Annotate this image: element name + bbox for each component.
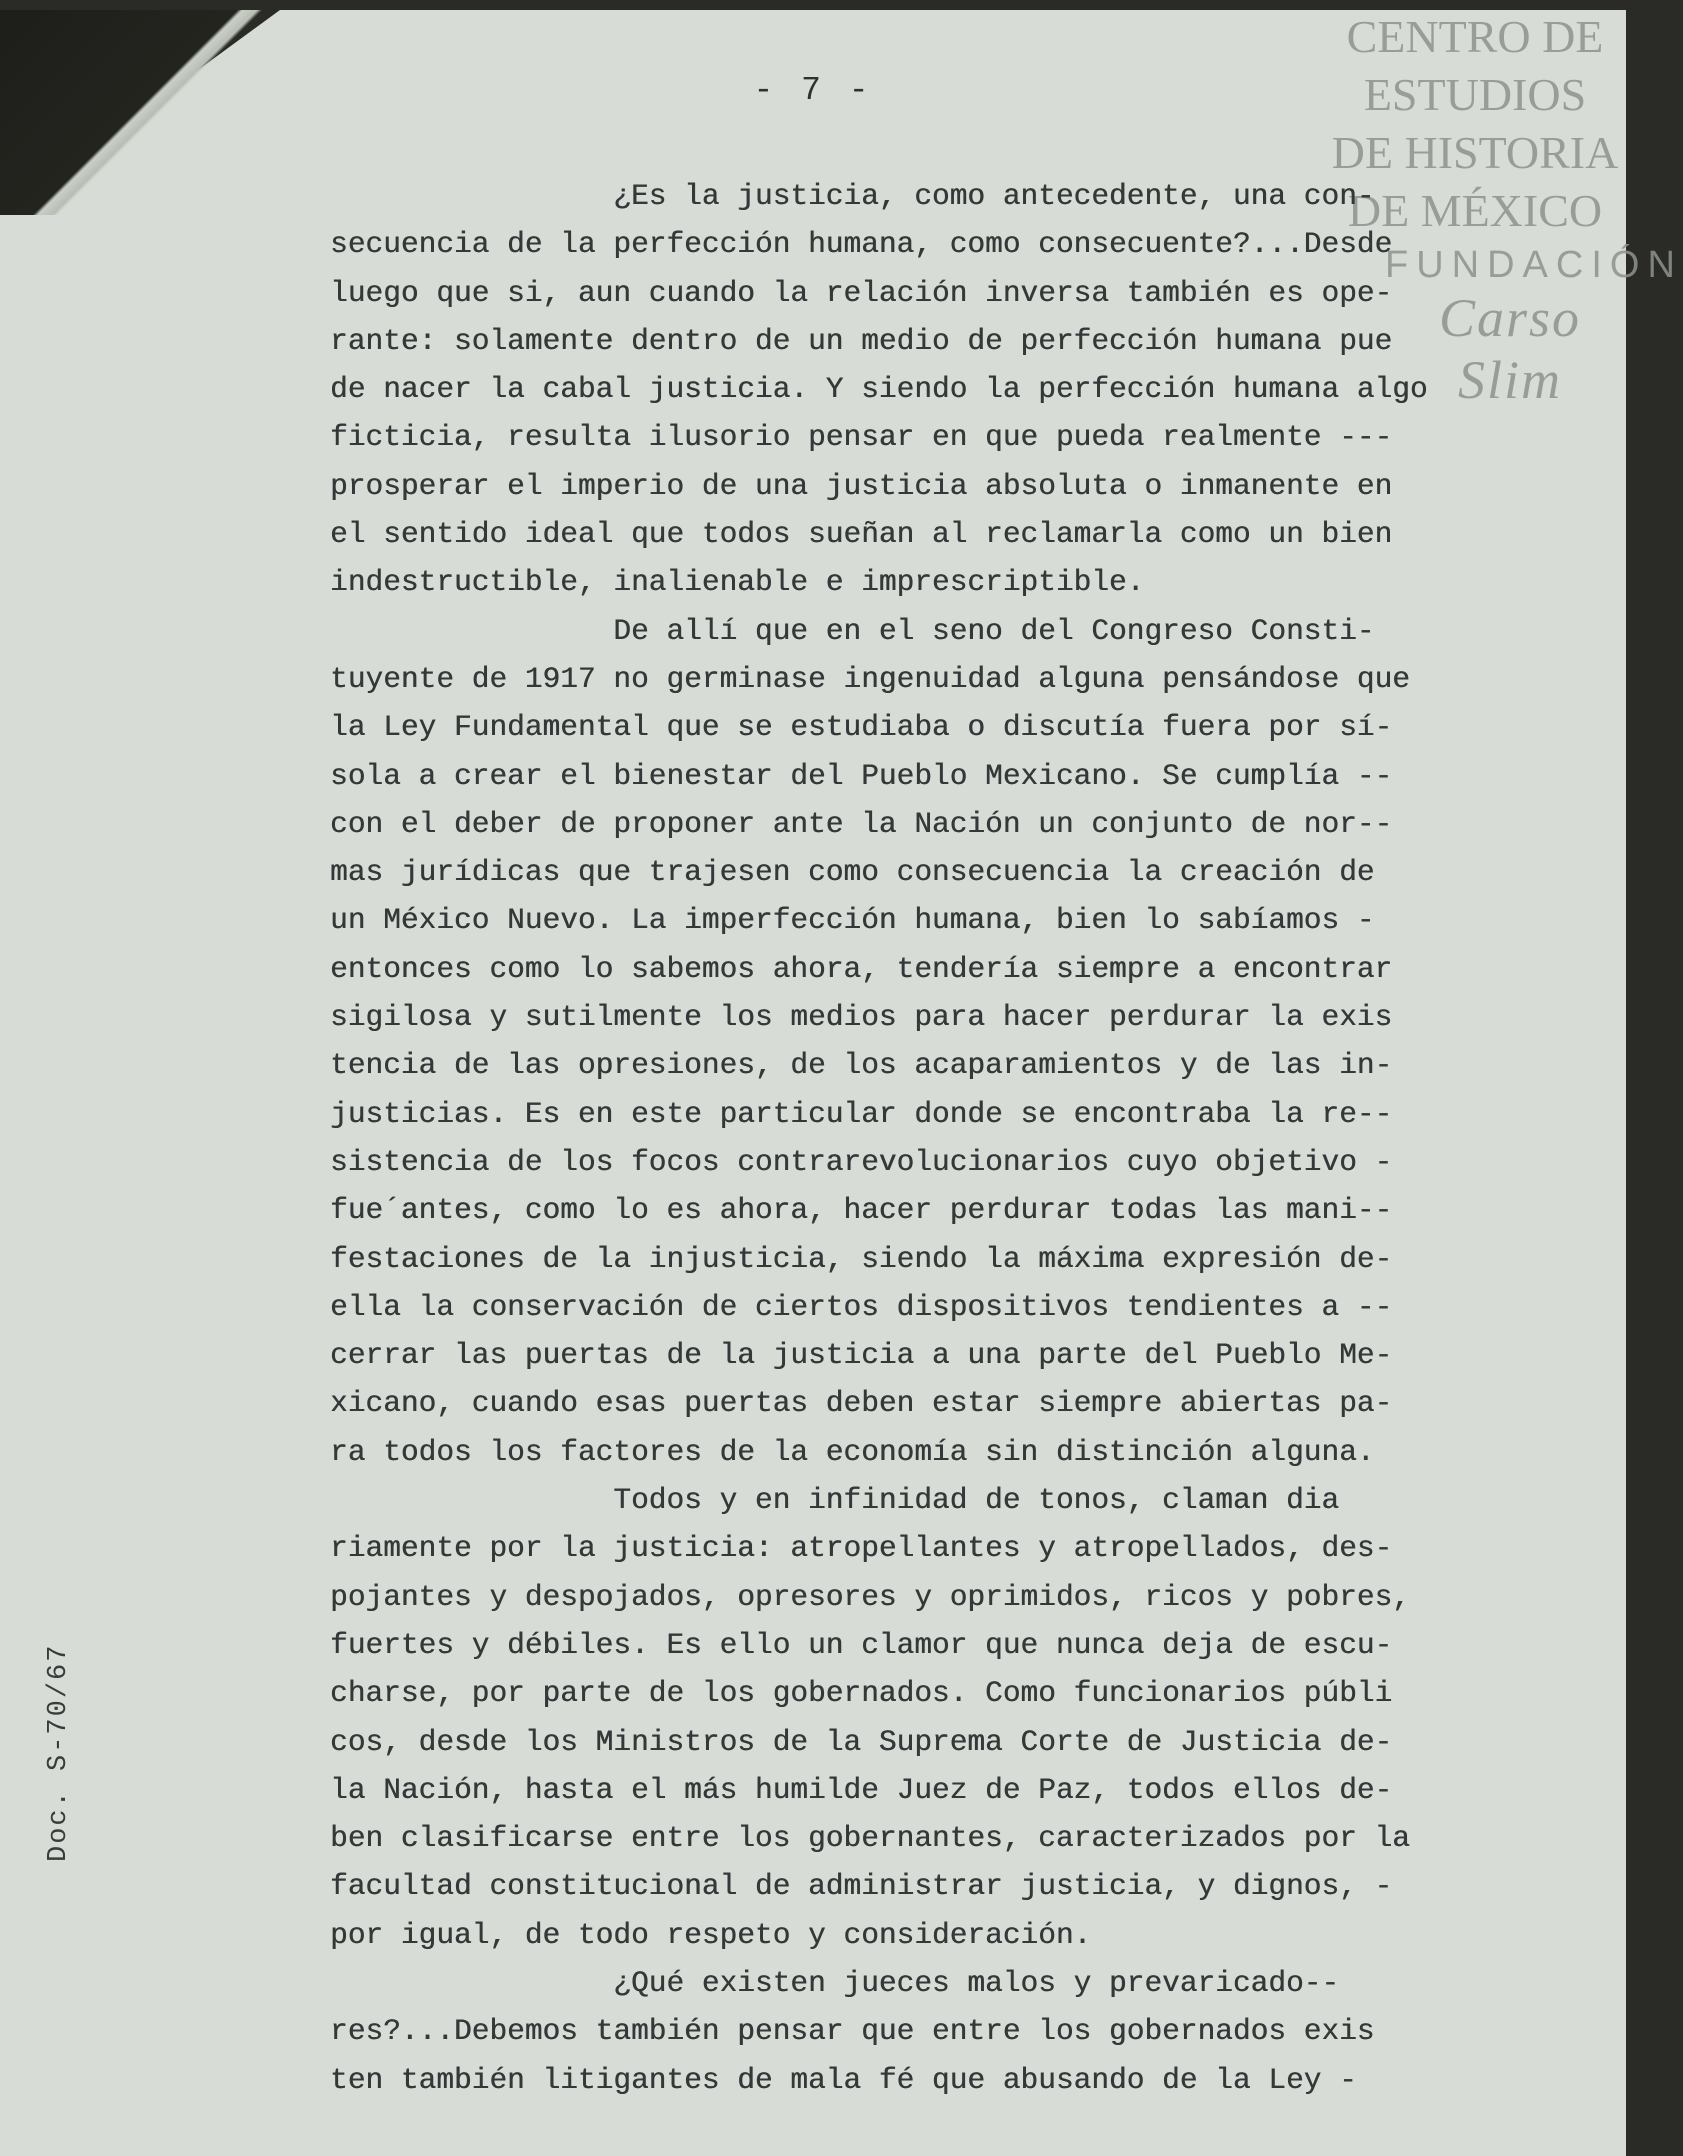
text-line: luego que si, aun cuando la relación inversa también es ope- [330, 275, 1393, 310]
text-line: el sentido ideal que todos sueñan al reclamarla como un bien [330, 517, 1393, 552]
text-line: res?...Debemos también pensar que entre los gobernados exis [330, 2014, 1375, 2049]
text-line: ¿Qué existen jueces malos y prevaricado-- [330, 1965, 1340, 2000]
text-line: la Nación, hasta el más humilde Juez de Paz, todos ellos de- [330, 1772, 1393, 1807]
watermark-line: DE MÉXICO [1347, 185, 1603, 236]
text-line: tencia de las opresiones, de los acaparamientos y de las in- [330, 1048, 1393, 1083]
text-line: por igual, de todo respeto y consideración. [330, 1917, 1092, 1952]
watermark-line: CENTRO DE [1346, 11, 1604, 62]
text-line: rante: solamente dentro de un medio de perfección humana pue [330, 323, 1393, 358]
text-line: entonces como lo sabemos ahora, tendería siempre a encontrar [330, 951, 1393, 986]
text-line: pojantes y despojados, opresores y oprimidos, ricos y pobres, [330, 1579, 1410, 1614]
text-line: la Ley Fundamental que se estudiaba o discutía fuera por sí- [330, 710, 1393, 745]
text-line: mas jurídicas que trajesen como consecuencia la creación de [330, 855, 1375, 890]
text-line: ben clasificarse entre los gobernantes, caracterizados por la [330, 1821, 1410, 1856]
text-line: riamente por la justicia: atropellantes y atropellados, des- [330, 1531, 1393, 1566]
paragraph-claman-justicia [330, 1476, 1560, 1959]
document-reference-label: Doc. S-70/67 [44, 1643, 74, 1862]
text-line: tuyente de 1917 no germinase ingenuidad alguna pensándose que [330, 661, 1410, 696]
text-line: ¿Es la justicia, como antecedente, una con- [330, 179, 1375, 213]
text-line: fuertes y débiles. Es ello un clamor que nunca deja de escu- [330, 1627, 1393, 1662]
watermark-foundation: FUNDACIÓN [1385, 244, 1683, 286]
text-line: xicano, cuando esas puertas deben estar siempre abiertas pa- [330, 1386, 1393, 1421]
text-line: ficticia, resulta ilusorio pensar en que pueda realmente --- [330, 420, 1393, 455]
text-line: prosperar el imperio de una justicia absoluta o inmanente en [330, 468, 1393, 503]
text-line: secuencia de la perfección humana, como consecuente?...Desde [330, 227, 1393, 262]
text-line: ella la conservación de ciertos dispositivos tendientes a -- [330, 1289, 1393, 1324]
text-line: ra todos los factores de la economía sin distinción alguna. [330, 1434, 1375, 1469]
page-number: - 7 - [753, 72, 873, 109]
text-line: charse, por parte de los gobernados. Como funcionarios públi [330, 1676, 1393, 1711]
paragraph-jueces-malos [330, 1959, 1560, 2104]
text-line: de nacer la cabal justicia. Y siendo la perfección humana algo [330, 372, 1428, 407]
text-line: sola a crear el bienestar del Pueblo Mexicano. Se cumplía -- [330, 758, 1393, 793]
text-line: facultad constitucional de administrar justicia, y dignos, - [330, 1869, 1393, 1904]
watermark-signature: Carso Slim [1438, 288, 1582, 410]
paragraph-justice-perfection [330, 172, 1560, 607]
text-line: cerrar las puertas de la justicia a una parte del Pueblo Me- [330, 1338, 1393, 1373]
text-line: cos, desde los Ministros de la Suprema Corte de Justicia de- [330, 1724, 1393, 1759]
text-line: Todos y en infinidad de tonos, claman dia [330, 1483, 1340, 1518]
folded-corner [0, 10, 290, 215]
text-line: sigilosa y sutilmente los medios para hacer perdurar la exis [330, 1000, 1393, 1035]
watermark-line: ESTUDIOS [1363, 69, 1587, 120]
text-line: festaciones de la injusticia, siendo la máxima expresión de- [330, 1241, 1393, 1276]
text-line: con el deber de proponer ante la Nación un conjunto de nor-- [330, 806, 1393, 841]
watermark-line: DE HISTORIA [1331, 127, 1619, 178]
text-line: justicias. Es en este particular donde se encontraba la re-- [330, 1096, 1393, 1131]
body-text [330, 172, 1560, 2104]
text-line: un México Nuevo. La imperfección humana, bien lo sabíamos - [330, 903, 1375, 938]
text-line: sistencia de los focos contrarevolucionarios cuyo objetivo - [330, 1144, 1393, 1179]
text-line: fue´antes, como lo es ahora, hacer perdurar todas las mani-- [330, 1193, 1393, 1228]
text-line: De allí que en el seno del Congreso Consti- [330, 613, 1375, 648]
text-line: indestructible, inalienable e imprescriptible. [330, 565, 1145, 600]
paragraph-congreso-constituyente [330, 607, 1560, 1476]
text-line: ten también litigantes de mala fé que abusando de la Ley - [330, 2062, 1357, 2097]
